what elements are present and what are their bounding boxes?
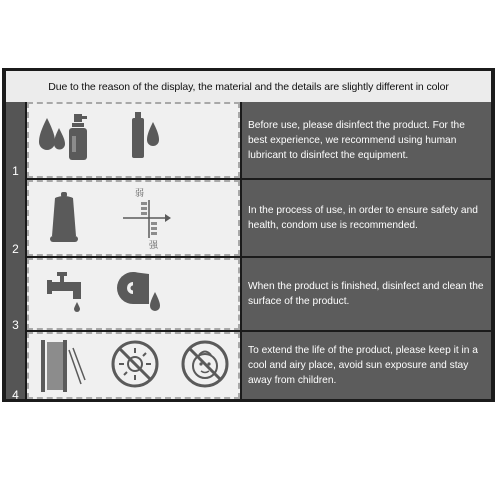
step-4-instruction-text <box>242 332 491 399</box>
tissue-roll-icon <box>115 266 165 316</box>
water-tap-icon <box>47 270 87 314</box>
lubricant-bottle-icon <box>129 110 163 160</box>
step-1-instruction-text <box>242 102 491 178</box>
step-3-icon-panel <box>27 258 240 330</box>
ventilation-icon <box>41 340 87 394</box>
color-disclaimer-header: Due to the reason of the display, the material and the details are slightly different in color <box>6 71 491 102</box>
condom-icon <box>47 192 81 244</box>
step-number-column <box>6 102 25 402</box>
step-1-text: Before use, please disinfect the product. For the best experience, we recommend using human lubricant to disinfect the equipment. <box>248 119 465 161</box>
scale-bottom-label: 强 <box>149 241 159 250</box>
spray-bottle-icon <box>66 112 90 162</box>
step-2-text: In the process of use, in order to ensure safety and health, condom use is recommended. <box>248 205 478 231</box>
step-3-instruction-text <box>242 258 491 330</box>
step-number-3: 3 <box>12 318 19 332</box>
no-sun-icon <box>109 338 161 390</box>
instructions-panel <box>2 68 495 402</box>
no-children-icon <box>179 338 231 390</box>
step-3-text: When the product is finished, disinfect and clean the surface of the product. <box>248 281 484 307</box>
step-number-1: 1 <box>12 164 19 178</box>
step-4-icon-panel <box>27 332 240 399</box>
step-number-2: 2 <box>12 242 19 256</box>
step-2-icon-panel <box>27 180 240 256</box>
drops-icon <box>37 114 67 158</box>
intensity-scale-icon <box>121 186 171 250</box>
step-2-instruction-text <box>242 180 491 256</box>
step-number-4: 4 <box>12 388 19 402</box>
scale-top-label: 弱 <box>135 189 145 199</box>
step-4-text: To extend the life of the product, please keep it in a cool and airy place, avoid sun exposure and stay away from children. <box>248 345 478 386</box>
step-1-icon-panel <box>27 102 240 178</box>
